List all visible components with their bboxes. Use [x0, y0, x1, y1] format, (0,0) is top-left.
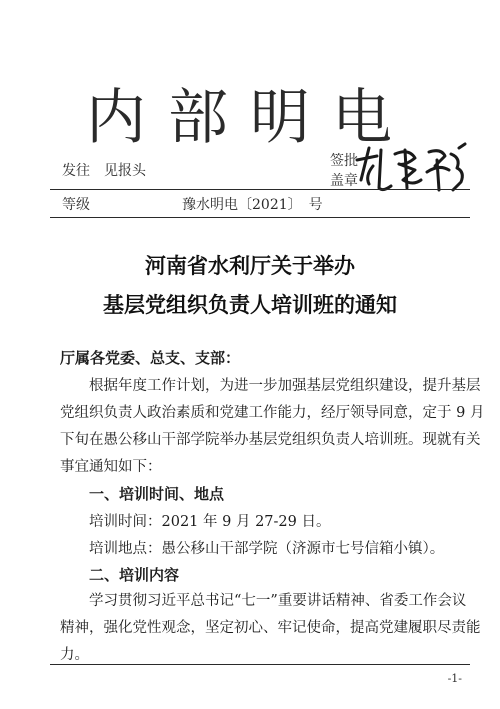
training-time: 培训时间：2021 年 9 月 27-29 日。 [89, 514, 331, 530]
page-number: -1- [447, 672, 462, 685]
training-place: 培训地点：愚公移山干部学院（济源市七号信箱小镇）。 [89, 541, 445, 557]
send-to-label: 发往 见报头 [62, 163, 146, 179]
intro-line: 党组织负责人政治素质和党建工作能力，经厅领导同意，定于 9 月 [60, 405, 485, 421]
content-line: 精神，强化党性观念，坚定初心、牢记使命，提高党建履职尽责能 [60, 620, 481, 636]
level-label: 等级 [62, 197, 90, 213]
seal-label: 盖章 [330, 173, 358, 189]
intro-line: 下旬在愚公移山干部学院举办基层党组织负责人培训班。现就有关 [60, 432, 481, 448]
handwritten-signature [355, 140, 475, 195]
section-1-heading: 一、培训时间、地点 [89, 485, 225, 503]
content-line: 力。 [60, 647, 89, 663]
header-title: 内部明电 [86, 83, 414, 153]
intro-line: 事宜通知如下： [60, 459, 162, 475]
section-2-heading: 二、培训内容 [89, 566, 180, 584]
header-rule-bottom [50, 217, 470, 218]
header-rule-top [50, 189, 470, 190]
intro-line: 根据年度工作计划，为进一步加强基层党组织建设，提升基层 [89, 378, 481, 394]
approve-label: 签批 [330, 153, 358, 169]
document-title-line-1: 河南省水利厅关于举办 [145, 253, 355, 278]
content-line: 学习贯彻习近平总书记“七一”重要讲话精神、省委工作会议 [89, 593, 467, 609]
salutation: 厅属各党委、总支、支部： [60, 349, 241, 367]
intro-paragraph [60, 373, 485, 481]
content-paragraph [60, 588, 481, 669]
footer-rule [50, 664, 470, 665]
document-title-line-2: 基层党组织负责人培训班的通知 [103, 292, 397, 317]
document-number: 豫水明电〔2021〕 号 [182, 197, 323, 213]
